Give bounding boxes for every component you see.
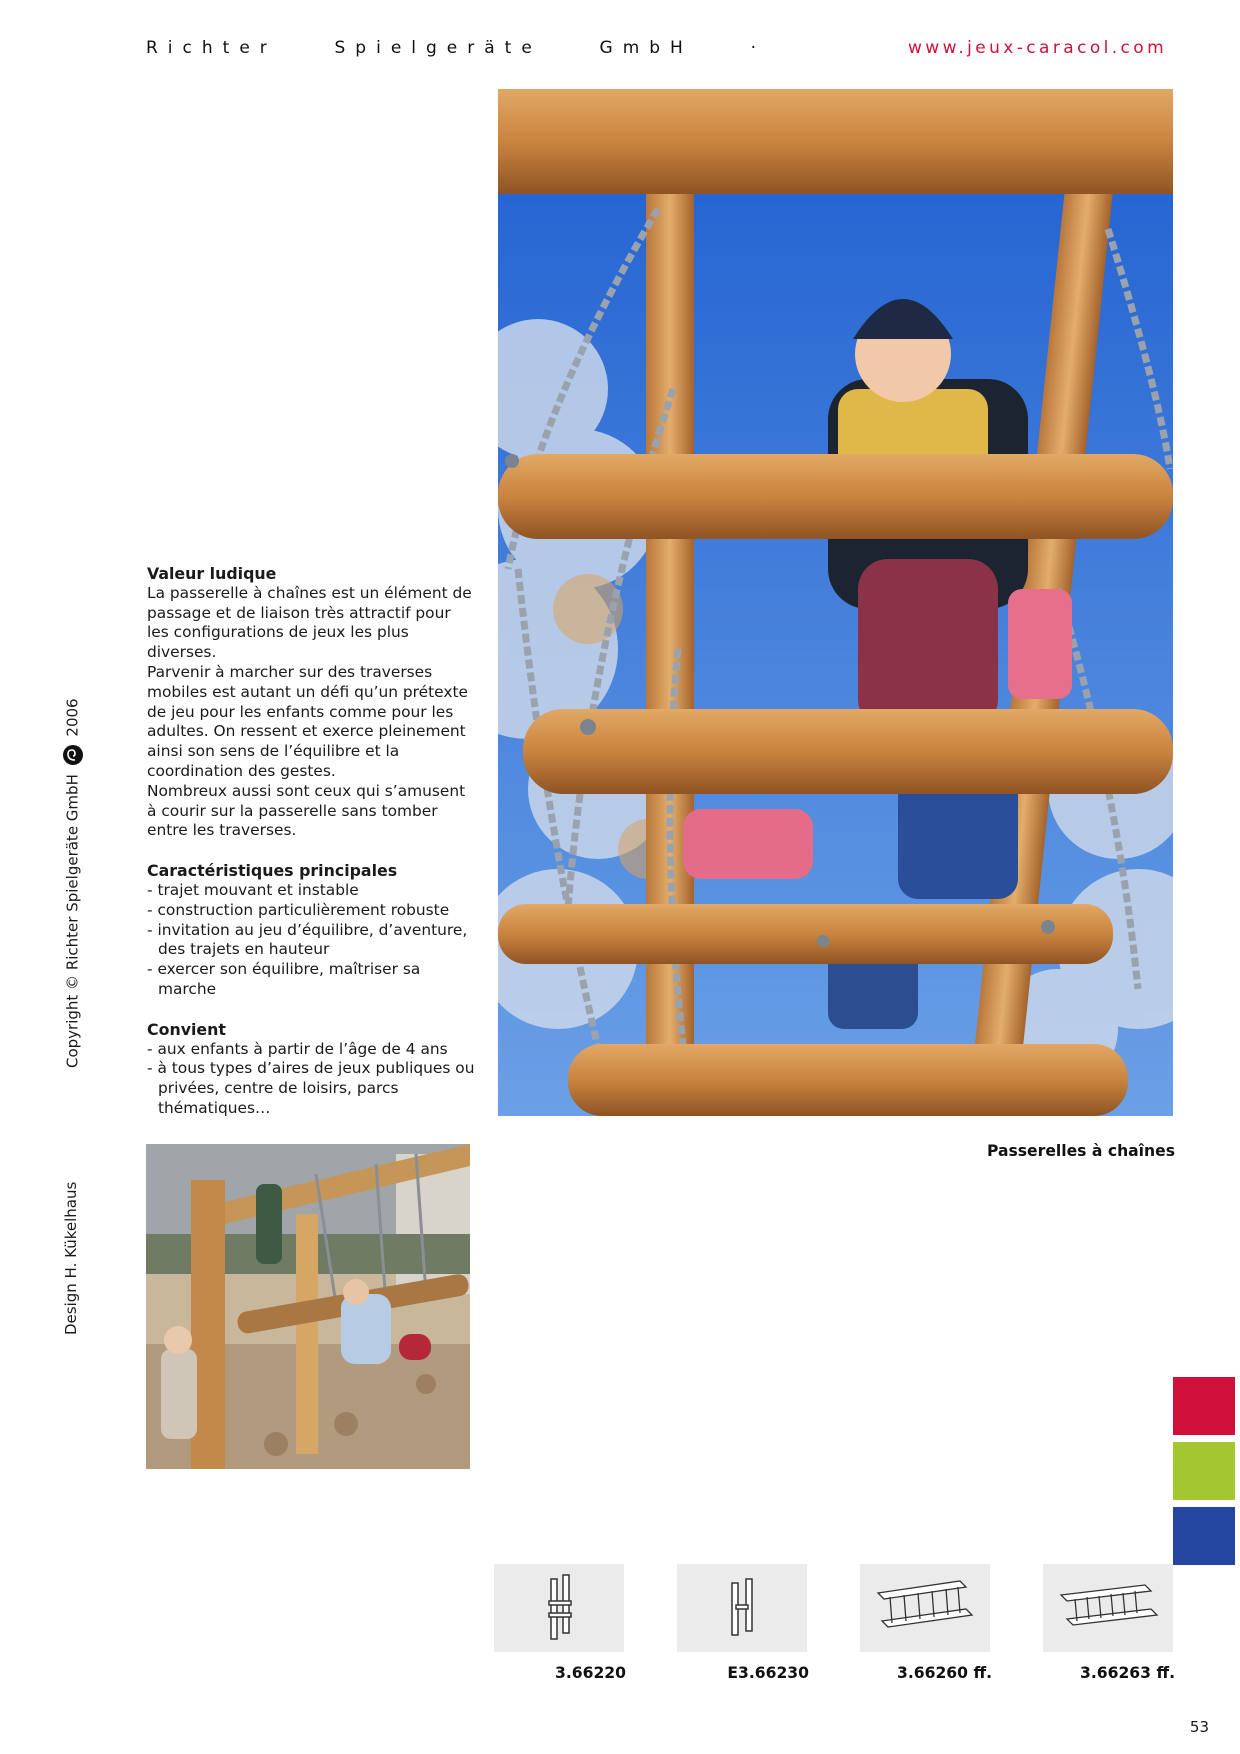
product-code: 3.66220 xyxy=(554,1664,626,1682)
product-item[interactable] xyxy=(494,1564,626,1682)
product-thumbnail xyxy=(860,1564,990,1652)
list-item: - exercer son équilibre, maîtriser sa marche xyxy=(147,960,421,998)
list-item: - à tous types d’aires de jeux publiques ou privées, centre de loisirs, parcs thématiques… xyxy=(147,1059,475,1117)
section-heading: Convient xyxy=(147,1019,226,1039)
paragraph: La passerelle à chaînes est un élément de passage et de liaison très attractif pour les configurations de jeux les plus diverses. xyxy=(147,583,472,662)
copyright-year: 2006 xyxy=(63,698,82,737)
website-link[interactable]: www.jeux-caracol.com xyxy=(908,38,1168,58)
main-photo xyxy=(498,89,1173,1116)
header-word: Richter xyxy=(146,38,277,58)
secondary-photo xyxy=(146,1144,470,1469)
header-word: GmbH xyxy=(599,38,693,58)
product-code: 3.66260 ff. xyxy=(896,1664,992,1682)
list-item: - aux enfants à partir de l’âge de 4 ans xyxy=(147,1039,448,1058)
product-item[interactable] xyxy=(860,1564,992,1682)
category-tab-blue[interactable] xyxy=(1173,1507,1235,1565)
category-tab-red[interactable] xyxy=(1173,1377,1235,1435)
section-heading: Caractéristiques principales xyxy=(147,861,398,881)
header-word: Spielgeräte xyxy=(334,38,542,58)
copyright-text: Copyright © Richter Spielgeräte GmbH xyxy=(63,774,82,1068)
photo-caption: Passerelles à chaînes xyxy=(986,1142,1175,1160)
list-item: - invitation au jeu d’équilibre, d’aventure, des trajets en hauteur xyxy=(147,920,468,959)
caracol-logo-icon xyxy=(62,744,84,766)
feature-list xyxy=(147,881,477,1000)
product-code: 3.66263 ff. xyxy=(1079,1664,1175,1682)
product-thumbnail xyxy=(494,1564,624,1652)
paragraph: Parvenir à marcher sur des traverses mobiles est autant un défi qu’un prétexte de jeu pour les enfants comme pour les adultes. On ressent et exerce pleinement ainsi son sens de l’équilibre et la coordination des gestes. xyxy=(147,662,468,780)
copyright-notice xyxy=(62,698,84,1068)
post-pair-icon xyxy=(712,1573,772,1643)
chain-bridge-icon xyxy=(1053,1573,1163,1643)
header-separator: · xyxy=(750,38,766,58)
product-code: E3.66230 xyxy=(727,1664,809,1682)
page-number: 53 xyxy=(1189,1718,1209,1736)
description-text xyxy=(147,564,477,1119)
product-item[interactable] xyxy=(1043,1564,1175,1682)
list-item: - construction particulièrement robuste xyxy=(147,900,450,919)
designer-credit: Design H. Kükelhaus xyxy=(62,1181,80,1335)
list-item: - trajet mouvant et instable xyxy=(147,880,359,899)
post-with-bars-icon xyxy=(529,1573,589,1643)
suitability-list xyxy=(147,1040,477,1119)
category-tab-green[interactable] xyxy=(1173,1442,1235,1500)
product-item[interactable] xyxy=(677,1564,809,1682)
paragraph: Nombreux aussi sont ceux qui s’amusent à courir sur la passerelle sans tomber entre les traverses. xyxy=(147,781,466,840)
product-thumbnail xyxy=(1043,1564,1173,1652)
header-company xyxy=(146,38,766,62)
product-thumbnail xyxy=(677,1564,807,1652)
chain-bridge-icon xyxy=(870,1573,980,1643)
section-heading: Valeur ludique xyxy=(147,564,277,583)
